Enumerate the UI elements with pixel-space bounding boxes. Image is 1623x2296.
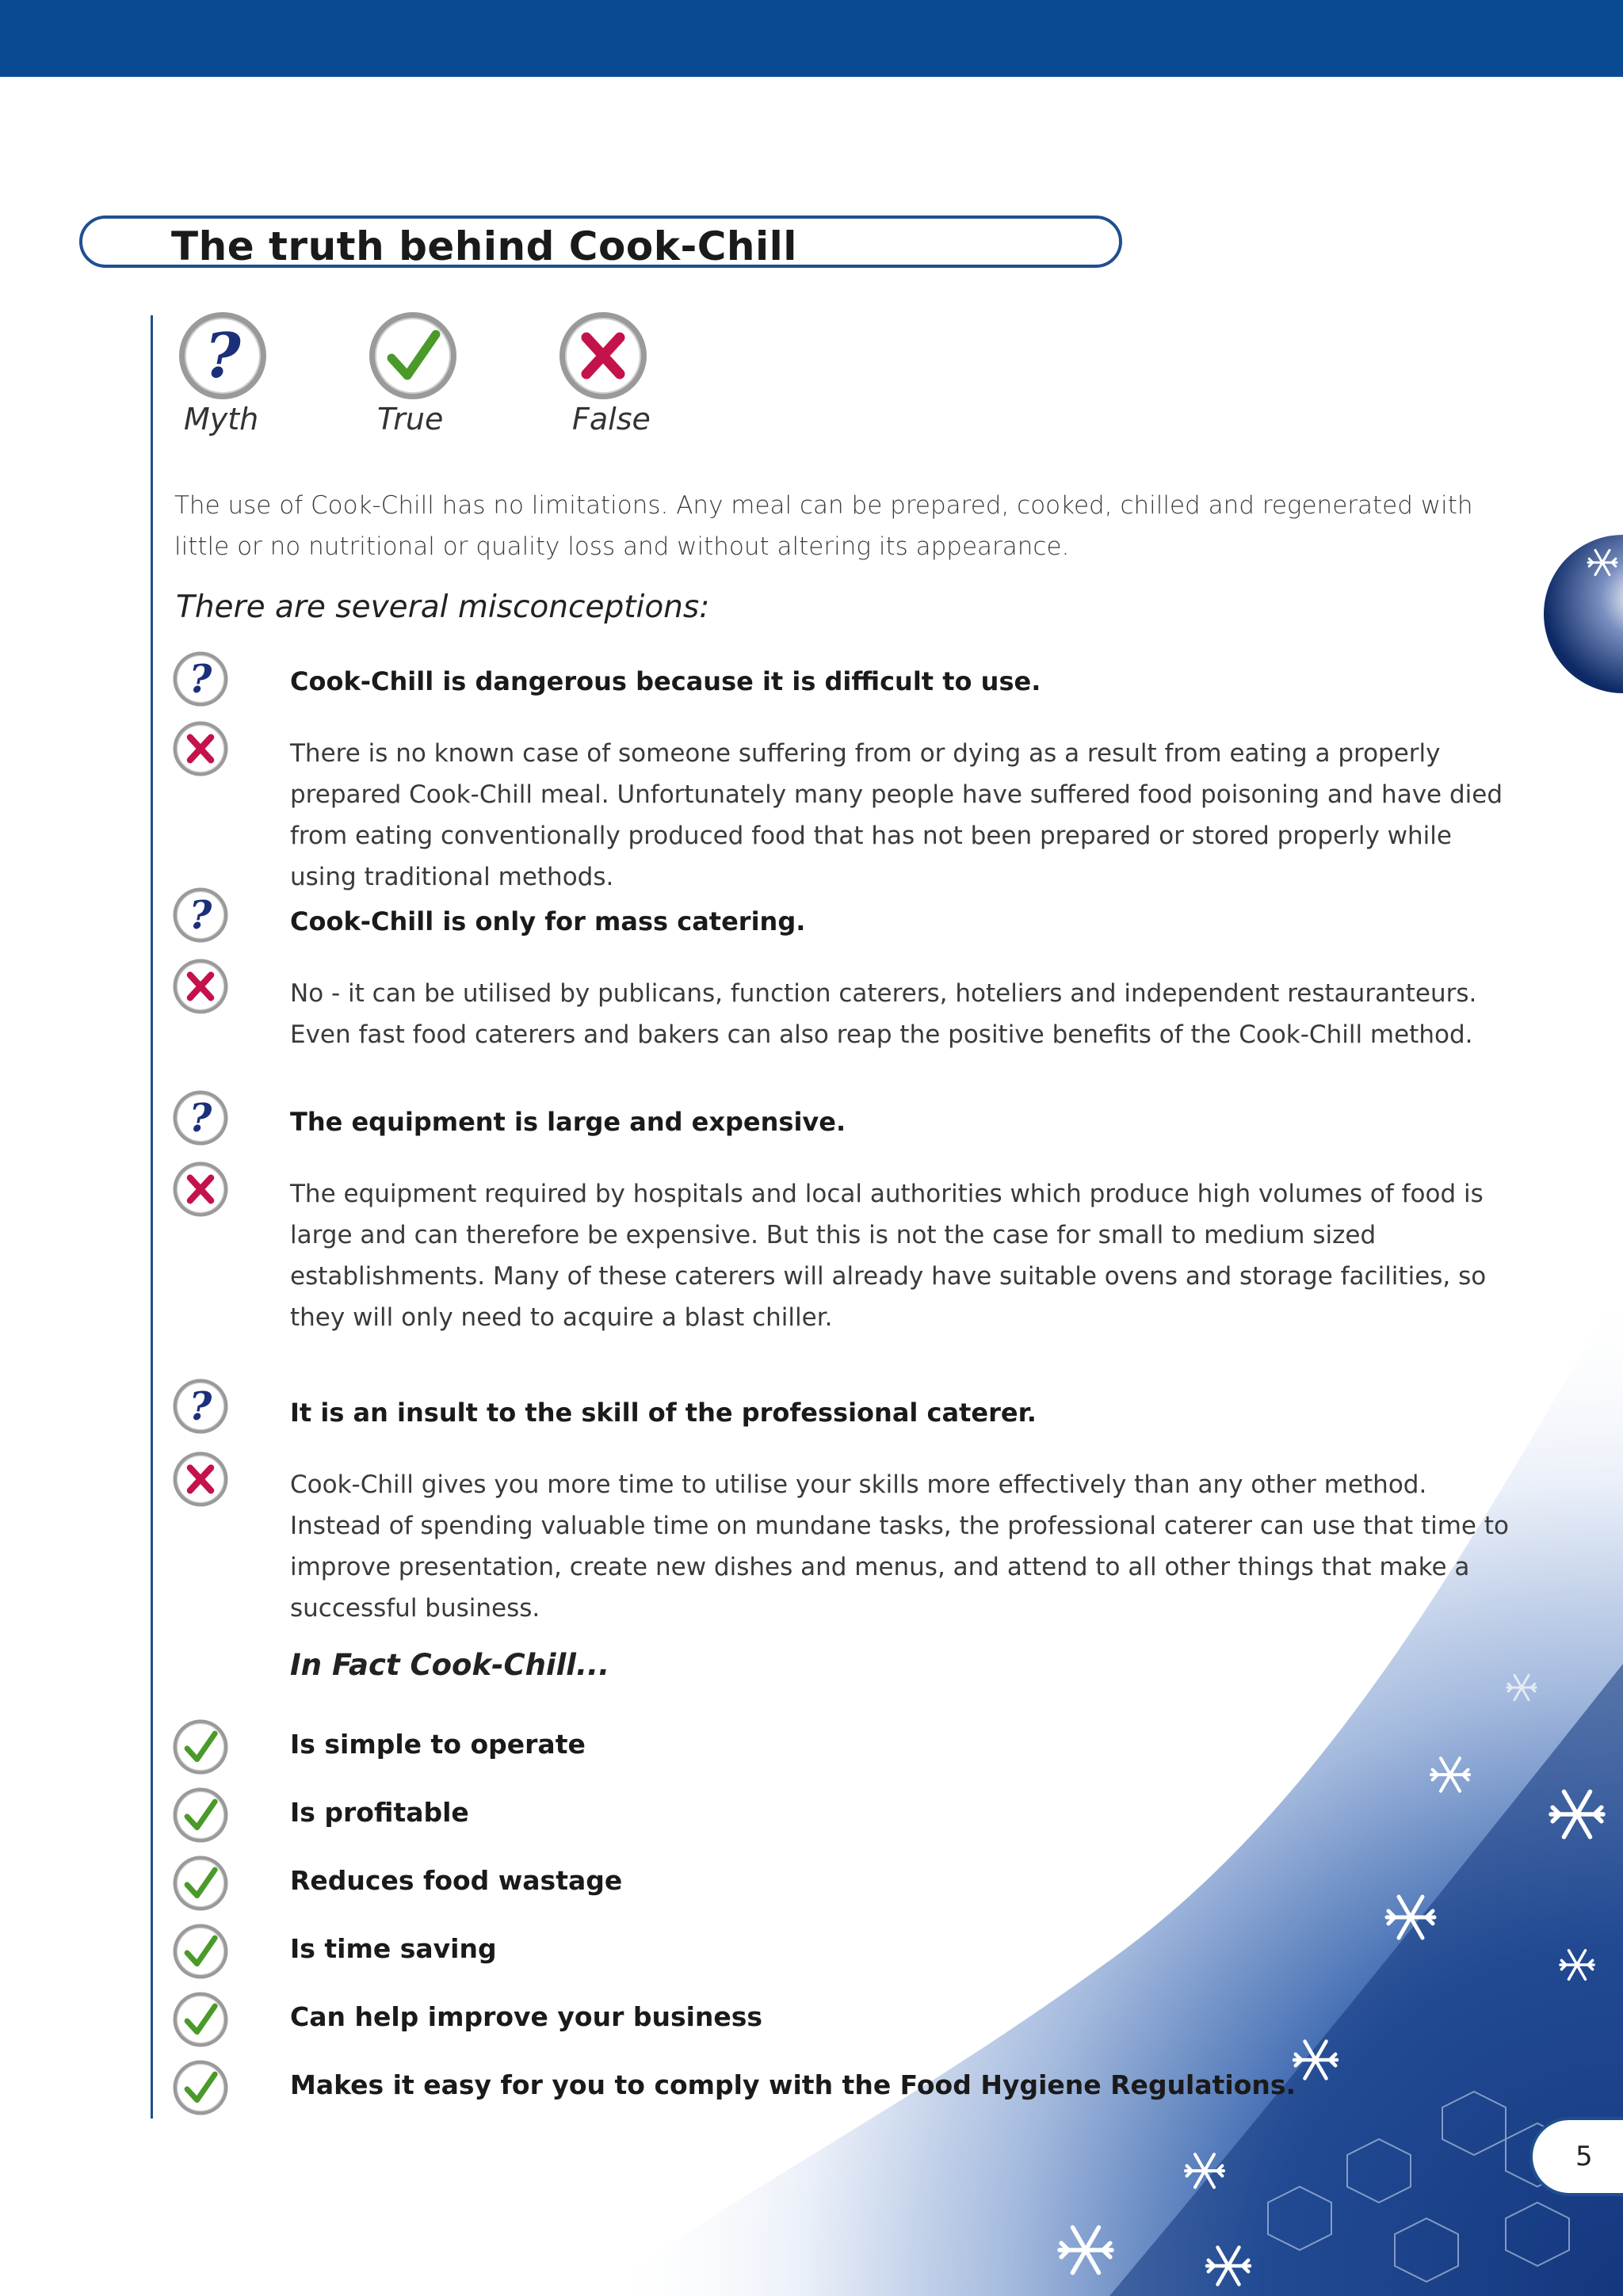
check-mark-icon xyxy=(171,1718,230,1776)
cross-mark-icon xyxy=(171,957,230,1016)
cross-mark-icon xyxy=(556,309,650,402)
svg-text:?: ? xyxy=(189,1094,212,1141)
fact-item: Is simple to operate xyxy=(290,1729,586,1760)
check-mark-icon xyxy=(171,2058,230,2117)
myth-answer: There is no known case of someone suffering from or dying as a result from eating a properly prepared Cook-Chill meal. Unfortunately many people have suffered food poisoning and have died from eating conventionally produced food that has not been prepared or stored properly while using traditional methods. xyxy=(290,739,1503,891)
fact-item: Can help improve your business xyxy=(290,2001,763,2032)
svg-text:?: ? xyxy=(189,1383,212,1429)
question-mark-icon xyxy=(171,1377,230,1436)
legend-label-true: True xyxy=(377,402,444,437)
svg-text:?: ? xyxy=(189,891,212,938)
check-mark-icon xyxy=(366,309,460,402)
legend-label-myth: Myth xyxy=(184,402,259,437)
left-rule xyxy=(151,315,153,2119)
fact-item: Reduces food wastage xyxy=(290,1865,623,1896)
myth-statement: Cook-Chill is only for mass catering. xyxy=(290,906,806,936)
myth-statement: The equipment is large and expensive. xyxy=(290,1107,846,1137)
myth-statement: It is an insult to the skill of the professional caterer. xyxy=(290,1398,1037,1428)
cross-mark-icon xyxy=(171,1160,230,1219)
question-mark-icon xyxy=(171,886,230,944)
check-mark-icon xyxy=(171,1786,230,1844)
check-mark-icon xyxy=(171,1922,230,1981)
facts-heading: In Fact Cook-Chill... xyxy=(290,1648,610,1682)
myth-answer: The equipment required by hospitals and local authorities which produce high volumes of food is large and can therefore be expensive. But this is not the case for small to medium sized establishments. Many of these caterers will already have suitable ovens and storage facilities, so they will only need to acquire a blast chiller. xyxy=(290,1180,1487,1332)
fact-item: Is time saving xyxy=(290,1933,497,1964)
question-mark-icon xyxy=(171,1089,230,1147)
question-mark-icon xyxy=(176,309,269,402)
fact-item: Makes it easy for you to comply with the Food Hygiene Regulations. xyxy=(290,2069,1296,2100)
myth-answer: Cook-Chill gives you more time to utilise your skills more effectively than any other method. Instead of spending valuable time on mundane tasks, the professional caterer can use that time to improve presentation, create new dishes and menus, and attend to all other things that make a successful business. xyxy=(290,1470,1509,1623)
check-mark-icon xyxy=(171,1854,230,1913)
intro-paragraph: The use of Cook-Chill has no limitations. Any meal can be prepared, cooked, chilled and regenerated with little or no nutritional or quality loss and without altering its appearance. xyxy=(174,491,1473,561)
svg-text:?: ? xyxy=(189,655,212,702)
myth-statement: Cook-Chill is dangerous because it is difficult to use. xyxy=(290,666,1041,696)
fact-item: Is profitable xyxy=(290,1797,469,1828)
question-mark-icon xyxy=(171,650,230,708)
cross-mark-icon xyxy=(171,1450,230,1508)
myth-answer: No - it can be utilised by publicans, function caterers, hoteliers and independent restauranteurs. Even fast food caterers and bakers can also reap the positive benefits of the Cook-Chill method. xyxy=(290,979,1477,1049)
legend-label-false: False xyxy=(572,402,651,437)
cross-mark-icon xyxy=(171,719,230,778)
misconceptions-heading: There are several misconceptions: xyxy=(176,589,710,625)
page-title-frame xyxy=(79,215,1122,268)
page-title: The truth behind Cook-Chill xyxy=(171,223,797,269)
check-mark-icon xyxy=(171,1990,230,2049)
page-number-tab xyxy=(1529,2117,1623,2196)
page-number: 5 xyxy=(1575,2141,1593,2172)
svg-text:?: ? xyxy=(204,320,241,392)
